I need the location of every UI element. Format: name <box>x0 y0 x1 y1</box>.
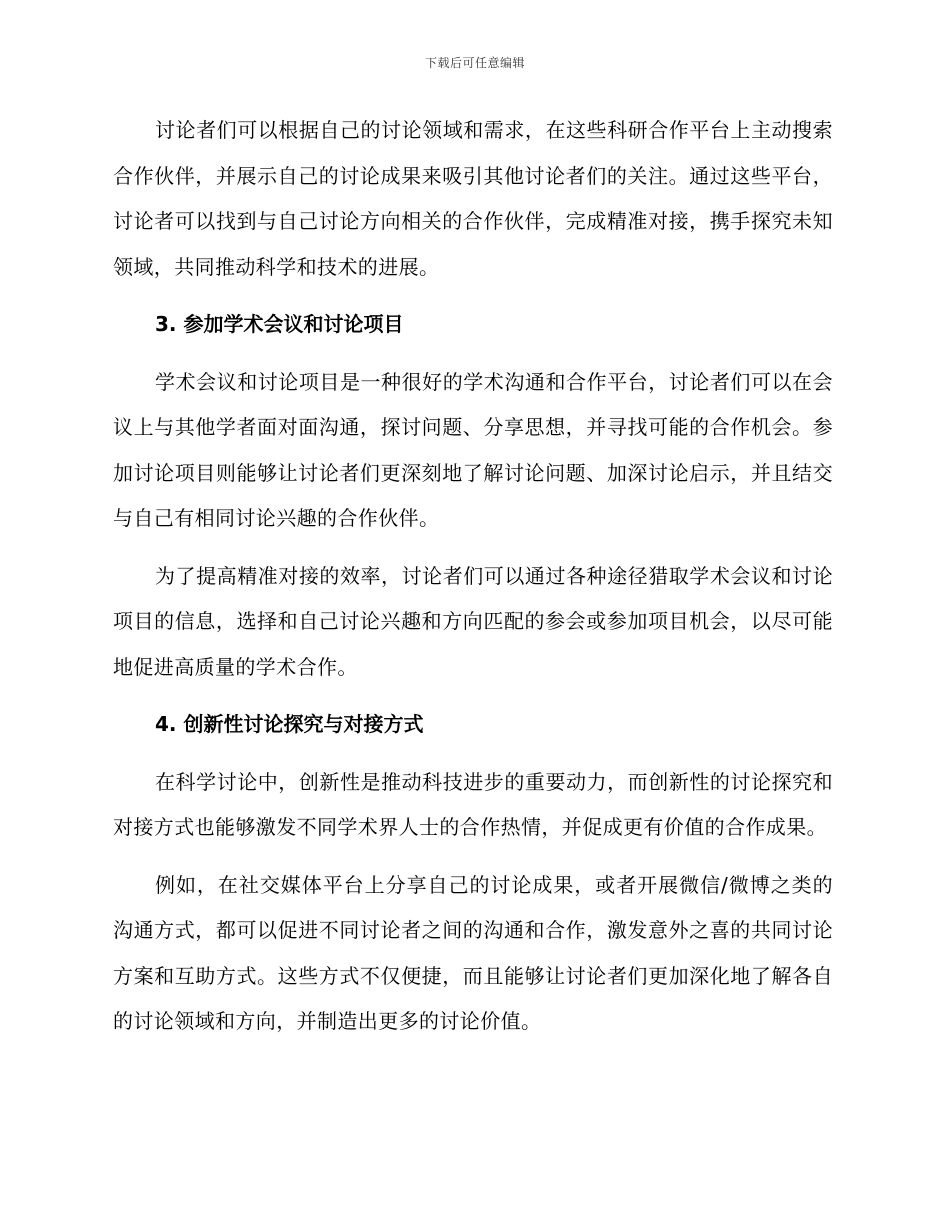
paragraph-platform-search: 讨论者们可以根据自己的讨论领域和需求，在这些科研合作平台上主动搜索合作伙伴，并展示自己的讨论成果来吸引其他讨论者们的关注。通过这些平台，讨论者可以找到与自己讨论方向相关的合作伙伴，完成精准对接，携手探究未知领域，共同推动科学和技术的进展。 <box>113 118 833 279</box>
section-heading-4: 4. 创新性讨论探究与对接方式 <box>155 712 424 736</box>
paragraph-social-media: 例如，在社交媒体平台上分享自己的讨论成果，或者开展微信/微博之类的沟通方式，都可以促进不同讨论者之间的沟通和合作，激发意外之喜的共同讨论方案和互助方式。这些方式不仅便捷，而且能够让讨论者们更加深化地了解各自的讨论领域和方向，并制造出更多的讨论价值。 <box>113 872 833 1033</box>
header-note: 下载后可任意编辑 <box>424 56 525 70</box>
paragraph-efficiency: 为了提高精准对接的效率，讨论者们可以通过各种途径猎取学术会议和讨论项目的信息，选择和自己讨论兴趣和方向匹配的参会或参加项目机会，以尽可能地促进高质量的学术合作。 <box>113 563 833 679</box>
paragraph-conferences: 学术会议和讨论项目是一种很好的学术沟通和合作平台，讨论者们可以在会议上与其他学者面对面沟通，探讨问题、分享思想，并寻找可能的合作机会。参加讨论项目则能够让讨论者们更深刻地了解讨论问题、加深讨论启示，并且结交与自己有相同讨论兴趣的合作伙伴。 <box>113 369 833 530</box>
paragraph-innovation: 在科学讨论中，创新性是推动科技进步的重要动力，而创新性的讨论探究和对接方式也能够激发不同学术界人士的合作热情，并促成更有价值的合作成果。 <box>113 769 833 839</box>
section-heading-3: 3. 参加学术会议和讨论项目 <box>155 312 404 336</box>
document-body <box>113 108 833 1057</box>
